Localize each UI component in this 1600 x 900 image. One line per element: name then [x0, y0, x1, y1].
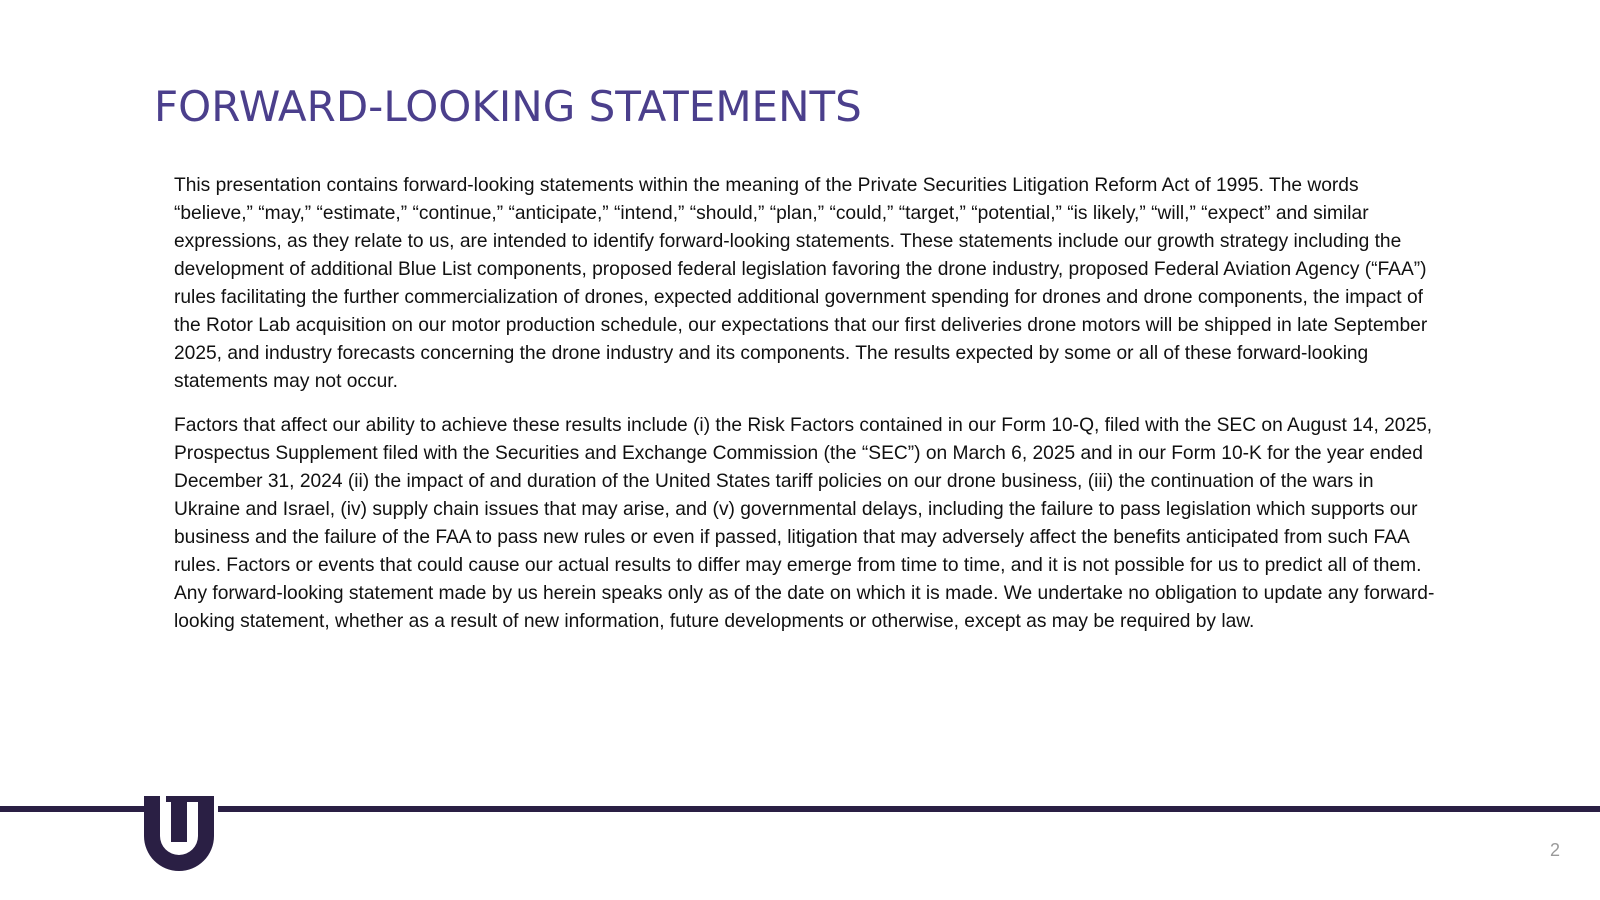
footer-divider-right [218, 806, 1600, 812]
paragraph-forward-looking: This presentation contains forward-looking statements within the meaning of the Private Securities Litigation Reform Act of 1995. The words “believe,” “may,” “estimate,” “continue,” “anticipate,” “intend,” “should,” “plan,” “could,” “target,” “potential,” “is likely,” “will,” “expect” and similar expressions, as they relate to us, are intended to identify forward-looking statements. These statements include our growth strategy including the development of additional Blue List components, proposed federal legislation favoring the drone industry, proposed Federal Aviation Agency (“FAA”) rules facilitating the further commercialization of drones, expected additional government spending for drones and drone components, the impact of the Rotor Lab acquisition on our motor production schedule, our expectations that our first deliveries drone motors will be shipped in late September 2025, and industry forecasts concerning the drone industry and its components. The results expected by some or all of these forward-looking statements may not occur. [174, 175, 1428, 392]
footer-divider-left [0, 806, 150, 812]
paragraph-risk-factors: Factors that affect our ability to achieve these results include (i) the Risk Factors contained in our Form 10-Q, filed with the SEC on August 14, 2025, Prospectus Supplement filed with the Securities and Exchange Commission (the “SEC”) on March 6, 2025 and in our Form 10-K for the year ended December 31, 2024 (ii) the impact of and duration of the United States tariff policies on our drone business, (iii) the continuation of the wars in Ukraine and Israel, (iv) supply chain issues that may arise, and (v) governmental delays, including the failure to pass legislation which supports our business and the failure of the FAA to pass new rules or even if passed, litigation that may adversely affect the benefits anticipated from such FAA rules. Factors or events that could cause our actual results to differ may emerge from time to time, and it is not possible for us to predict all of them. Any forward-looking statement made by us herein speaks only as of the date on which it is made. We undertake no obligation to update any forward-looking statement, whether as a result of new information, future developments or otherwise, except as may be required by law. [174, 415, 1435, 632]
slide-title: FORWARD-LOOKING STATEMENTS [154, 82, 862, 131]
company-logo-icon [142, 792, 216, 872]
disclaimer-body [174, 172, 1436, 652]
page-number: 2 [1549, 840, 1560, 860]
